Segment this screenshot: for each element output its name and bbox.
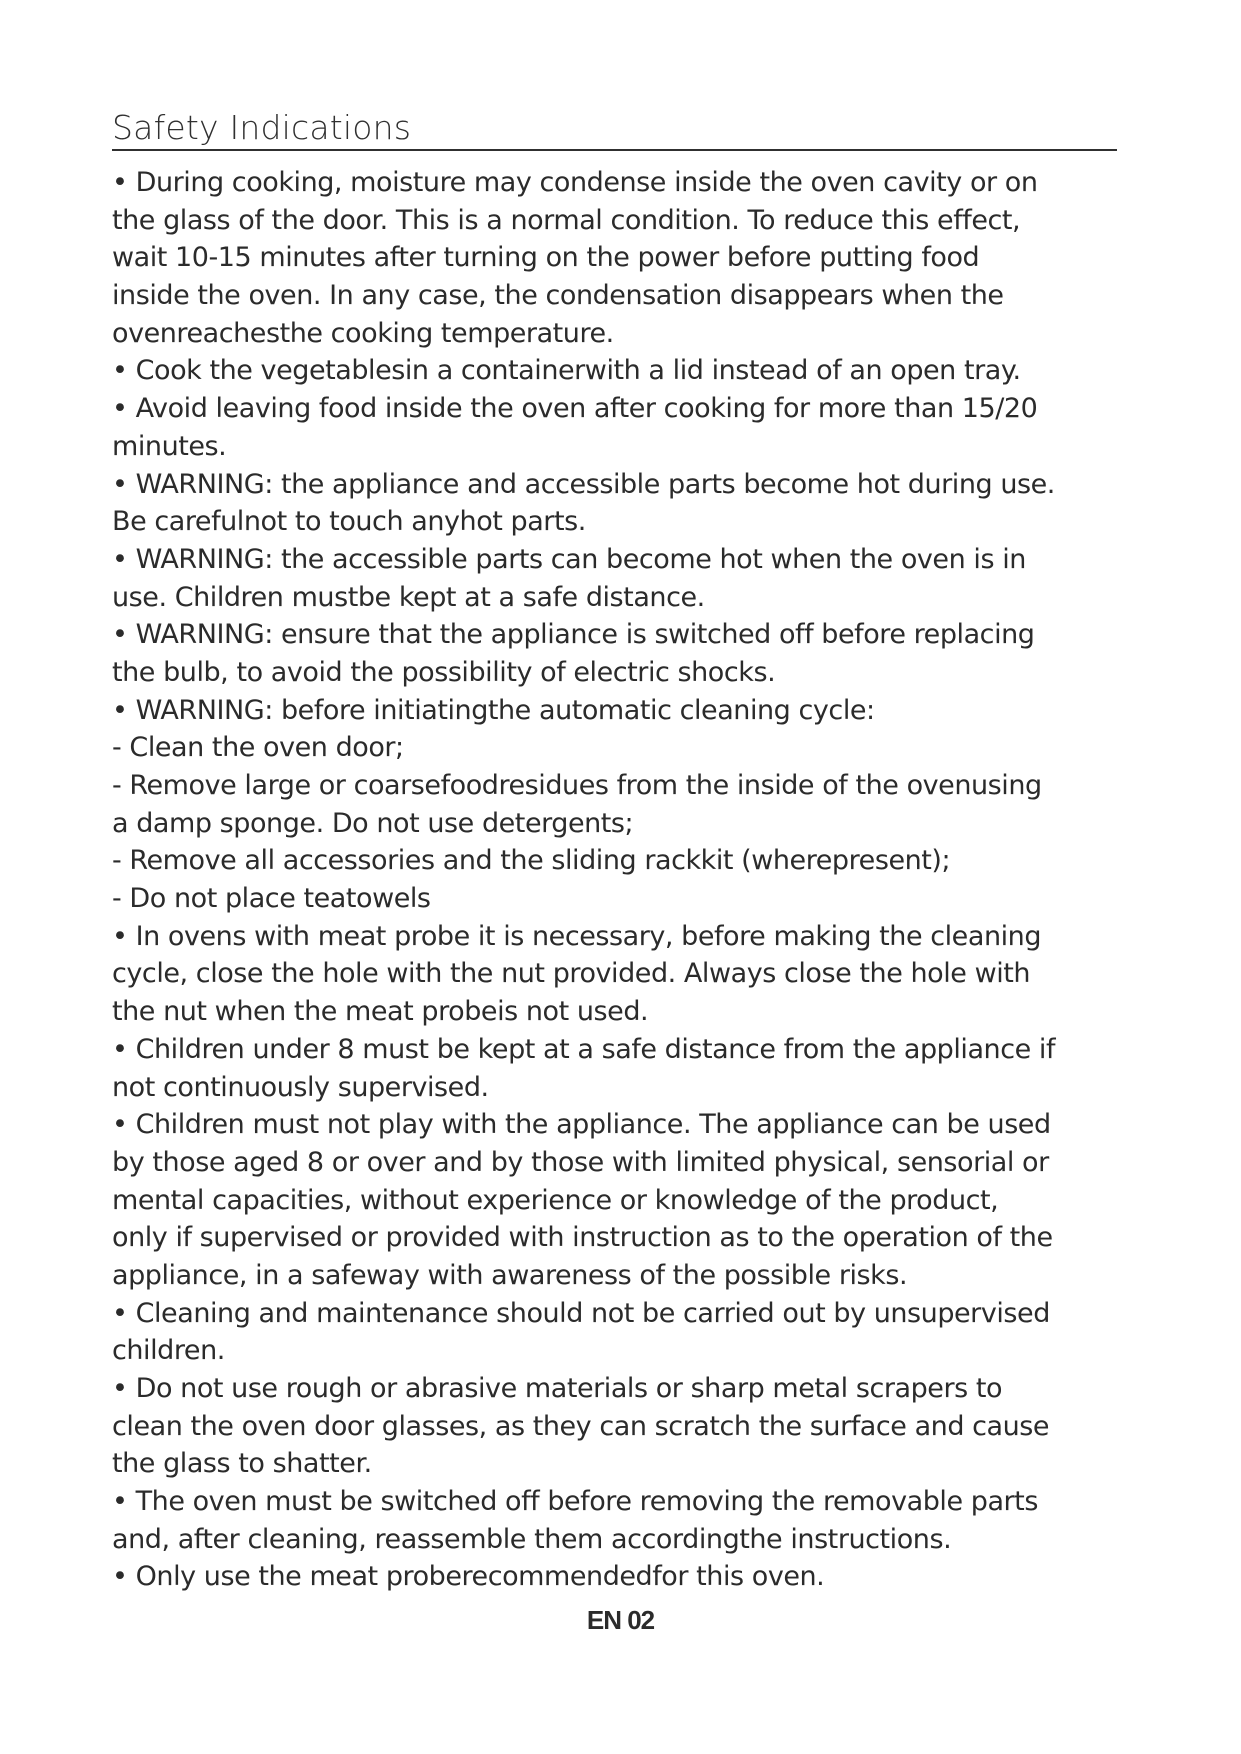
page-number: EN 02 (586, 1605, 655, 1635)
text-line: mental capacities, without experience or knowledge of the product, (112, 1184, 999, 1216)
text-line: • Cook the vegetablesin a containerwith a lid instead of an open tray. (112, 355, 1021, 387)
text-line: only if supervised or provided with instruction as to the operation of the (112, 1222, 1053, 1254)
text-line: - Clean the oven door; (112, 732, 404, 764)
text-line: inside the oven. In any case, the condensation disappears when the (112, 280, 1004, 312)
text-line: the bulb, to avoid the possibility of electric shocks. (112, 656, 776, 688)
text-line: • Do not use rough or abrasive materials or sharp metal scrapers to (112, 1373, 1003, 1404)
text-line: • WARNING: before initiatingthe automatic cleaning cycle: (112, 694, 875, 726)
text-line: • During cooking, moisture may condense inside the oven cavity or on (112, 167, 1038, 198)
text-line: • WARNING: the accessible parts can become hot when the oven is in (112, 543, 1026, 575)
text-line: • Children must not play with the appliance. The appliance can be used (112, 1109, 1051, 1141)
text-line: cycle, close the hole with the nut provided. Always close the hole with (112, 958, 1031, 990)
page-title: Safety Indications (112, 108, 412, 147)
text-line: wait 10-15 minutes after turning on the power before putting food (112, 242, 980, 274)
text-line: not continuously supervised. (112, 1071, 489, 1103)
text-line: the glass to shatter. (112, 1448, 372, 1480)
text-line: • Only use the meat proberecommendedfor this oven. (112, 1561, 825, 1593)
section-heading (112, 108, 1117, 154)
text-line: • In ovens with meat probe it is necessary, before making the cleaning (112, 920, 1042, 952)
text-line: - Do not place teatowels (112, 883, 431, 915)
text-line: children. (112, 1335, 225, 1367)
text-line: ovenreachesthe cooking temperature. (112, 317, 614, 349)
text-line: clean the oven door glasses, as they can scratch the surface and cause (112, 1410, 1050, 1442)
text-line: by those aged 8 or over and by those with limited physical, sensorial or (112, 1146, 1049, 1178)
heading-underline (112, 149, 1117, 151)
text-line: use. Children mustbe kept at a safe distance. (112, 581, 705, 613)
text-line: • Children under 8 must be kept at a safe distance from the appliance if (112, 1033, 1056, 1065)
text-line: • The oven must be switched off before removing the removable parts (112, 1486, 1038, 1518)
text-line: and, after cleaning, reassemble them accordingthe instructions. (112, 1523, 952, 1555)
text-line: appliance, in a safeway with awareness of the possible risks. (112, 1259, 908, 1291)
text-line: a damp sponge. Do not use detergents; (112, 807, 634, 839)
safety-text-body (112, 164, 1162, 1596)
text-line: • WARNING: the appliance and accessible parts become hot during use. (112, 468, 1055, 500)
text-line: the glass of the door. This is a normal condition. To reduce this effect, (112, 204, 1021, 236)
text-line: • Cleaning and maintenance should not be carried out by unsupervised (112, 1297, 1050, 1329)
text-line: - Remove all accessories and the sliding rackkit (wherepresent); (112, 845, 951, 877)
text-line: the nut when the meat probeis not used. (112, 996, 649, 1028)
text-line: - Remove large or coarsefoodresidues from the inside of the ovenusing (112, 770, 1042, 801)
text-line: minutes. (112, 430, 227, 462)
text-line: • Avoid leaving food inside the oven after cooking for more than 15/20 (112, 393, 1038, 425)
text-line: Be carefulnot to touch anyhot parts. (112, 506, 586, 538)
text-line: • WARNING: ensure that the appliance is switched off before replacing (112, 619, 1035, 651)
